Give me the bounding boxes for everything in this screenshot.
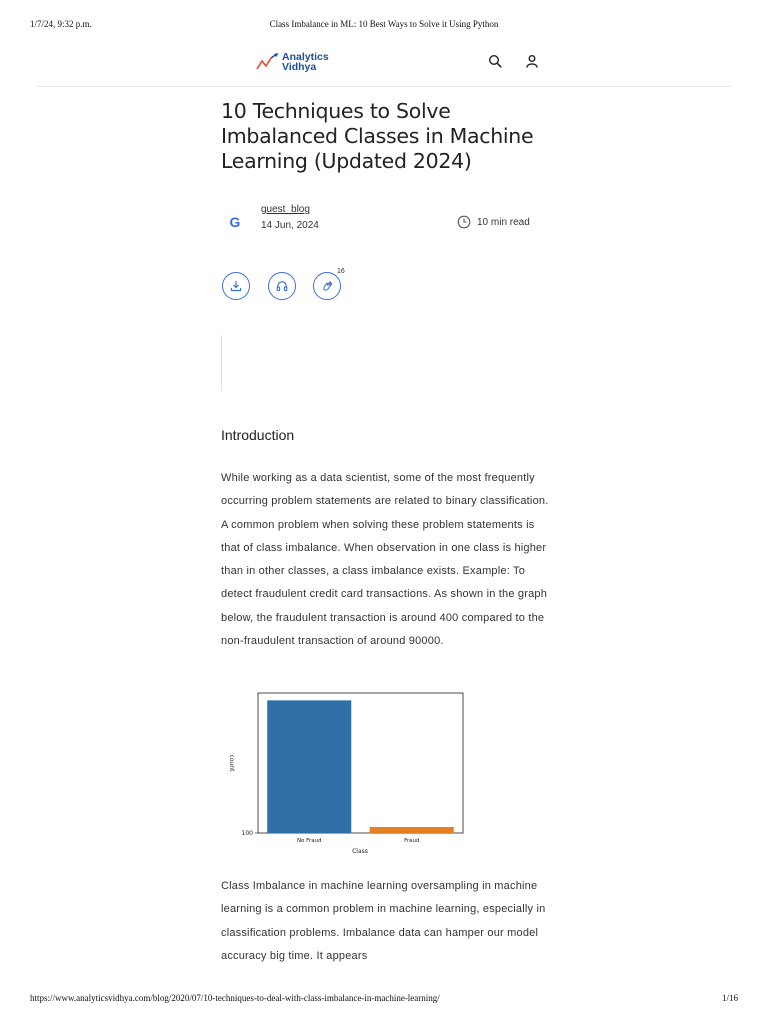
publish-date: 14 Jun, 2024 bbox=[261, 220, 319, 231]
print-footer bbox=[0, 993, 768, 1005]
author-avatar[interactable]: G bbox=[229, 214, 241, 230]
logo-line-1: Analytics bbox=[282, 51, 329, 63]
download-button[interactable] bbox=[222, 272, 250, 300]
chart-bars bbox=[267, 700, 454, 833]
y-tick-label: 100 bbox=[241, 830, 253, 837]
clock-icon bbox=[457, 215, 471, 229]
clap-button[interactable] bbox=[313, 272, 341, 300]
user-icon[interactable] bbox=[523, 52, 541, 70]
bar-fraud bbox=[370, 827, 454, 833]
chart-ylabel: count bbox=[228, 754, 235, 772]
search-icon[interactable] bbox=[486, 52, 504, 70]
logo-line-2: Vidhya bbox=[282, 61, 317, 73]
print-header bbox=[0, 19, 768, 31]
download-icon bbox=[230, 280, 242, 292]
logo-chart-icon bbox=[256, 53, 280, 71]
intro-paragraph: While working as a data scientist, some of the most frequently occurring problem statements are related to binary classification. A common problem when solving these problem statements is that of class imbalance. When observation in one class is higher than in other classes, a class imbalance exists. Example: To detect fraudulent credit card transactions. As shown in the graph below, the fraudulent transaction is around 400 compared to the non-fraudulent transaction of around 90000. bbox=[221, 472, 549, 648]
analytics-vidhya-logo[interactable] bbox=[256, 48, 329, 76]
read-time-text: 10 min read bbox=[477, 216, 530, 228]
site-navbar bbox=[36, 44, 732, 87]
listen-button[interactable] bbox=[268, 272, 296, 300]
x-tick-label: Fraud bbox=[404, 838, 420, 844]
chart-x-ticks bbox=[297, 838, 419, 844]
print-page-number: 1/16 bbox=[721, 993, 738, 1003]
clap-count: 16 bbox=[337, 268, 345, 275]
article-actions bbox=[221, 268, 361, 308]
read-time bbox=[457, 215, 530, 229]
x-tick-label: No Fraud bbox=[296, 838, 322, 844]
chart-y-ticks bbox=[242, 830, 258, 837]
print-url: https://www.analyticsvidhya.com/blog/2020/07/10-techniques-to-deal-with-class-imbalance-in-machine-learning/ bbox=[30, 993, 440, 1003]
author-block bbox=[221, 202, 541, 238]
class-count-bar-chart bbox=[220, 688, 470, 858]
imbalance-paragraph: Class Imbalance in machine learning oversampling in machine learning is a common problem in machine learning, especially in classification problems. Imbalance data can hamper our model accuracy big time. It appears bbox=[221, 880, 546, 962]
bar-no-fraud bbox=[267, 700, 351, 833]
author-name-link[interactable]: guest_blog bbox=[261, 204, 310, 215]
article-title: 10 Techniques to Solve Imbalanced Classes in Machine Learning (Updated 2024) bbox=[221, 99, 534, 173]
print-datetime: 1/7/24, 9:32 p.m. bbox=[30, 19, 92, 29]
logo-text bbox=[282, 52, 329, 72]
chart-xlabel: Class bbox=[352, 848, 368, 855]
section-heading-introduction: Introduction bbox=[221, 427, 295, 443]
vertical-divider bbox=[221, 335, 222, 391]
clap-icon bbox=[321, 280, 334, 293]
print-doc-title: Class Imbalance in ML: 10 Best Ways to Solve it Using Python bbox=[269, 19, 499, 29]
headphones-icon bbox=[276, 280, 288, 292]
